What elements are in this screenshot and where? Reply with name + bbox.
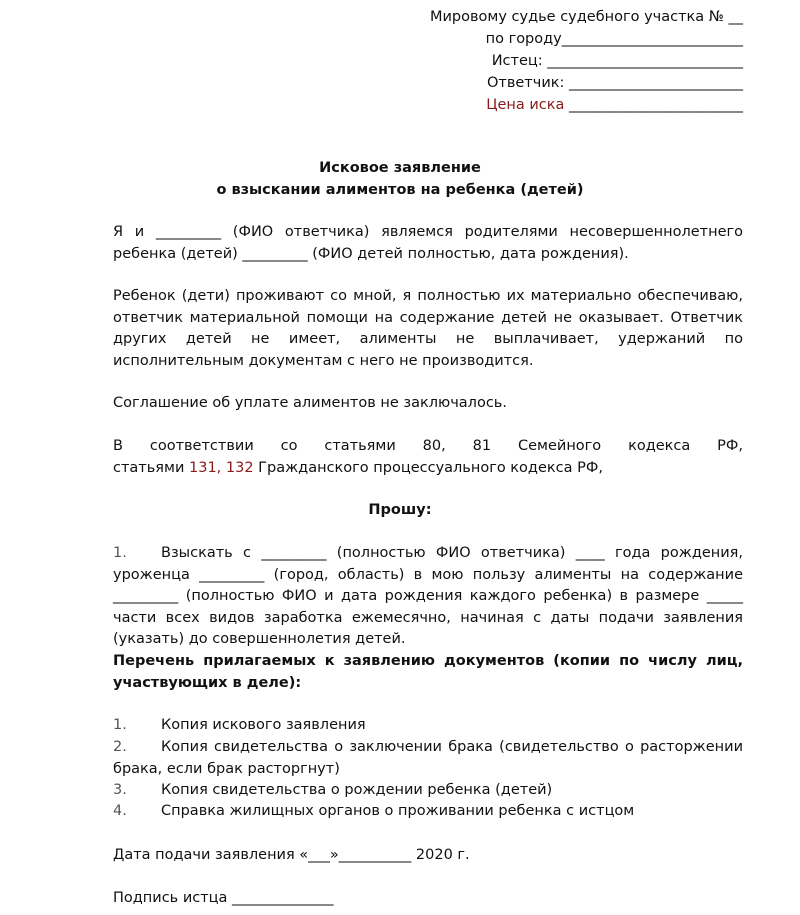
attachment-number: 4. <box>113 803 127 819</box>
paragraph-law-line-2 <box>113 458 743 480</box>
paragraph-agreement: Соглашение об уплате алиментов не заключалось. <box>113 395 507 411</box>
attachment-item <box>113 715 743 737</box>
request-item-number: 1. <box>113 545 127 561</box>
addressee-line: Мировому судье судебного участка № __ <box>430 9 743 25</box>
filing-date-line: Дата подачи заявления «___»__________ 2020 г. <box>113 847 470 863</box>
attachment-number: 3. <box>113 782 127 798</box>
title-line-1: Исковое заявление <box>319 160 481 176</box>
document-title <box>0 157 800 201</box>
city-line: по городу_________________________ <box>485 31 743 47</box>
addressee-block <box>430 6 743 116</box>
law-suffix: Гражданского процессуального кодекса РФ, <box>253 460 603 476</box>
attachment-item <box>113 737 743 780</box>
request-heading: Прошу: <box>368 502 432 518</box>
attachments-heading: Перечень прилагаемых к заявлению документов (копии по числу лиц, участвующих в деле): <box>113 653 743 691</box>
plaintiff-line: Истец: ___________________________ <box>491 53 743 69</box>
attachment-item <box>113 780 743 802</box>
title-line-2: о взыскании алиментов на ребенка (детей) <box>216 182 584 198</box>
request-item <box>113 543 743 651</box>
attachment-number: 1. <box>113 717 127 733</box>
attachment-text: Копия свидетельства о заключении брака (свидетельство о расторжении брака, если брак расторгнут) <box>113 739 743 777</box>
attachment-text: Копия искового заявления <box>161 717 366 733</box>
request-item-text: Взыскать с _________ (полностью ФИО ответчика) ____ года рождения, уроженца _________ (город, область) в мою пользу алименты на содержание _________ (полностью ФИО и дата рождения каждого ребенка) в размере _____ части всех видов заработка ежемесячно, начиная с даты подачи заявления (указать) до совершеннолетия детей. <box>113 545 743 647</box>
signature-line: Подпись истца ______________ <box>113 890 334 906</box>
law-prefix: статьями <box>113 460 189 476</box>
claim-price-label: Цена иска <box>486 97 565 113</box>
attachment-item <box>113 801 743 823</box>
attachment-text: Справка жилищных органов о проживании ребенка с истцом <box>161 803 635 819</box>
defendant-line: Ответчик: ________________________ <box>486 75 743 91</box>
paragraph-residence: Ребенок (дети) проживают со мной, я полностью их материально обеспечиваю, ответчик материальной помощи на содержание детей не оказывает. Ответчик других детей не имеет, алименты не выплачивает, удержаний по исполнительным документам с него не производится. <box>113 288 743 369</box>
claim-price-line <box>430 94 743 116</box>
law-articles-link[interactable]: 131, 132 <box>189 460 254 476</box>
paragraph-parents: Я и _________ (ФИО ответчика) являемся родителями несовершеннолетнего ребенка (детей) _________ (ФИО детей полностью, дата рождения). <box>113 224 743 262</box>
attachment-number: 2. <box>113 739 127 755</box>
paragraph-law-line-1: В соответствии со статьями 80, 81 Семейного кодекса РФ, <box>113 438 743 454</box>
attachment-text: Копия свидетельства о рождении ребенка (детей) <box>161 782 553 798</box>
claim-price-blank: ________________________ <box>564 97 743 113</box>
